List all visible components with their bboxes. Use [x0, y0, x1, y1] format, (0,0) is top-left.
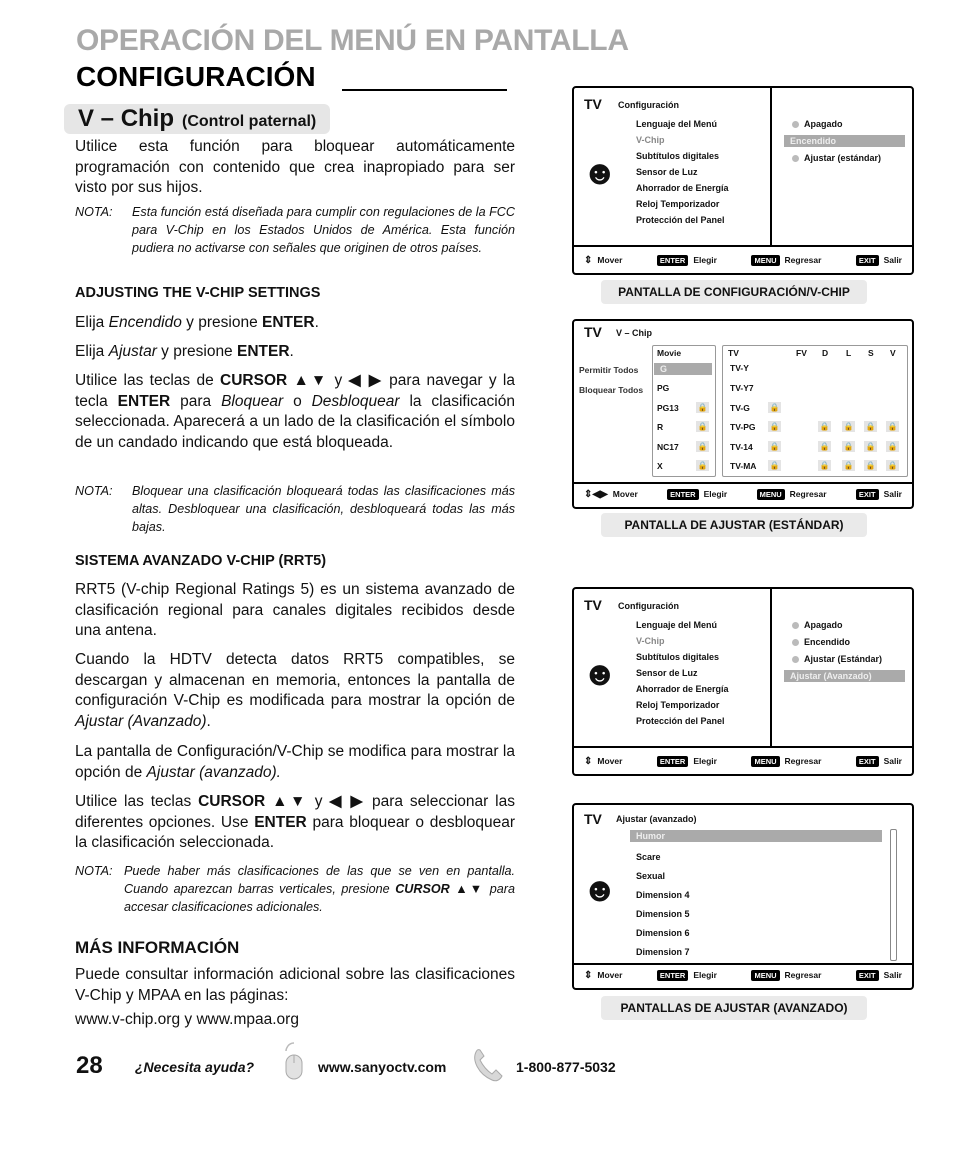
menu-item[interactable]: Lenguaje del Menú: [636, 620, 718, 630]
advanced-item[interactable]: Dimension 6: [636, 928, 690, 938]
lock-icon: 🔒: [887, 442, 898, 451]
lock-icon: 🔒: [769, 461, 780, 470]
note-text: Esta función está diseñada para cumplir con regulaciones de la FCC para V-Chip en los Estados Unidos de América. Esta función pudiera no activarse con señales que originen de otros países.: [132, 205, 515, 255]
option[interactable]: Ajustar (estándar): [792, 153, 881, 163]
vchip-subtitle: (Control paternal): [182, 113, 317, 130]
tv-rating[interactable]: TV-MA: [730, 461, 757, 471]
option[interactable]: Ajustar (Estándar): [792, 654, 882, 664]
caption-advanced: PANTALLAS DE AJUSTAR (AVANZADO): [601, 996, 867, 1020]
tv-col-l: L: [846, 348, 852, 358]
menu-item[interactable]: Protección del Panel: [636, 215, 725, 225]
website-link[interactable]: www.sanyoctv.com: [318, 1059, 447, 1075]
tv-label: TV: [584, 324, 602, 340]
mouse-icon: [282, 1041, 306, 1081]
lock-icon: 🔒: [697, 403, 708, 412]
screen-footer: ⇕ Mover ENTER Elegir MENU Regresar EXIT Salir: [584, 969, 902, 981]
screen-footer: ⇕◀▶ Mover ENTER Elegir MENU Regresar EXIT Salir: [584, 488, 902, 500]
more-info-paragraph: Puede consultar información adicional sobre las clasificaciones V-Chip y MPAA en las páginas:: [75, 966, 515, 1004]
lock-icon: 🔒: [843, 422, 854, 431]
tv-rating[interactable]: TV-14: [730, 442, 753, 452]
advanced-screen: [572, 803, 914, 990]
lock-icon: 🔒: [697, 461, 708, 470]
tv-rating[interactable]: TV-Y7: [730, 383, 754, 393]
tv-label: TV: [584, 597, 602, 613]
menu-item[interactable]: Ahorrador de Energía: [636, 684, 729, 694]
mascot-icon: ☻: [582, 871, 618, 909]
menu-item[interactable]: Lenguaje del Menú: [636, 119, 718, 129]
movie-rating[interactable]: PG13: [657, 403, 679, 413]
screen-title: V – Chip: [616, 328, 653, 338]
page-title: CONFIGURACIÓN: [76, 61, 316, 92]
config-vchip-screen: [572, 86, 914, 275]
tv-rating[interactable]: TV-Y: [730, 363, 749, 373]
menu-item[interactable]: Subtítulos digitales: [636, 151, 720, 161]
lock-icon: 🔒: [843, 461, 854, 470]
menu-item[interactable]: Subtítulos digitales: [636, 652, 720, 662]
more-info-heading: MÁS INFORMACIÓN: [75, 938, 240, 957]
note-text: Puede haber más clasificaciones de las que se ven en pantalla. Cuando aparezcan barras verticales, presione CURSOR ▲▼ para accesar clasificaciones adicionales.: [124, 864, 515, 914]
lock-icon: 🔒: [865, 422, 876, 431]
lock-icon: 🔒: [697, 422, 708, 431]
tv-rating[interactable]: TV-G: [730, 403, 750, 413]
vchip-title: V – Chip: [78, 105, 175, 132]
tv-label: TV: [584, 811, 602, 827]
rrt5-paragraph-1: RRT5 (V-chip Regional Ratings 5) es un sistema avanzado de clasificación regional para canales digitales recibidos desde una antena.: [75, 581, 515, 639]
note-text: Bloquear una clasificación bloqueará todas las clasificaciones más altas. Desbloquear una clasificación, desbloqueará todas las más bajas.: [132, 484, 515, 534]
note-label: NOTA:: [75, 205, 113, 219]
step-2: Elija Ajustar y presione ENTER.: [75, 343, 294, 360]
advanced-item[interactable]: Dimension 5: [636, 909, 690, 919]
scrollbar[interactable]: [890, 829, 897, 961]
rrt5-heading: SISTEMA AVANZADO V-CHIP (RRT5): [75, 553, 327, 569]
lock-icon: 🔒: [865, 461, 876, 470]
menu-item[interactable]: Reloj Temporizador: [636, 199, 720, 209]
lock-icon: 🔒: [769, 403, 780, 412]
allow-all-button[interactable]: Permitir Todos: [579, 365, 639, 375]
tv-col-s: S: [868, 348, 874, 358]
caption-standard: PANTALLA DE AJUSTAR (ESTÁNDAR): [601, 513, 867, 537]
option[interactable]: Encendido: [792, 637, 850, 647]
movie-rating[interactable]: PG: [657, 383, 670, 393]
lock-icon: 🔒: [769, 422, 780, 431]
rrt5-paragraph-2: Cuando la HDTV detecta datos RRT5 compatibles, se descargan y almacenan en memoria, entonces la pantalla de configuración V-Chip es modificada para mostrar la opción de Ajustar (Avanzado).: [75, 651, 515, 730]
lock-icon: 🔒: [697, 442, 708, 451]
vchip-heading: [64, 104, 330, 134]
help-text: ¿Necesita ayuda?: [135, 1059, 255, 1075]
note-1: [75, 203, 515, 257]
screen-title: Configuración: [618, 601, 679, 611]
menu-item-selected[interactable]: V-Chip: [636, 636, 665, 646]
advanced-item[interactable]: Scare: [636, 852, 661, 862]
phone-icon: [470, 1046, 510, 1084]
option[interactable]: Apagado: [792, 119, 843, 129]
phone-number[interactable]: 1-800-877-5032: [516, 1059, 616, 1075]
movie-rating[interactable]: X: [657, 461, 663, 471]
tv-rating[interactable]: TV-PG: [730, 422, 756, 432]
section-title-gray: OPERACIÓN DEL MENÚ EN PANTALLA: [76, 24, 629, 57]
movie-rating-selected[interactable]: G: [654, 363, 712, 375]
advanced-item[interactable]: Sexual: [636, 871, 666, 881]
tv-col-d: D: [822, 348, 829, 358]
note-2: [75, 482, 515, 536]
option-selected[interactable]: Encendido: [784, 135, 905, 147]
lock-icon: 🔒: [769, 442, 780, 451]
advanced-item-selected[interactable]: Humor: [630, 830, 882, 842]
menu-item[interactable]: Sensor de Luz: [636, 668, 698, 678]
rrt5-paragraph-3: La pantalla de Configuración/V-Chip se modifica para mostrar la opción de Ajustar (avanzado).: [75, 743, 515, 781]
tv-header: TV: [728, 348, 739, 358]
config-advanced-screen: [572, 587, 914, 776]
note-label: NOTA:: [75, 864, 113, 878]
lock-icon: 🔒: [865, 442, 876, 451]
intro-paragraph: Utilice esta función para bloquear automáticamente programación con contenido que crea inapropiado para ser visto por sus hijos.: [75, 138, 515, 196]
block-all-button[interactable]: Bloquear Todos: [579, 385, 644, 395]
menu-item[interactable]: Sensor de Luz: [636, 167, 698, 177]
page-number: 28: [76, 1052, 103, 1079]
tv-label: TV: [584, 96, 602, 112]
vchip-standard-screen: [572, 319, 914, 509]
screen-footer: ⇕ Mover ENTER Elegir MENU Regresar EXIT Salir: [584, 755, 902, 767]
lock-icon: 🔒: [819, 461, 830, 470]
option-selected[interactable]: Ajustar (Avanzado): [784, 670, 905, 682]
note-label: NOTA:: [75, 484, 113, 498]
tv-col-fv: FV: [796, 348, 807, 358]
mascot-icon: ☻: [582, 154, 618, 192]
menu-item[interactable]: Ahorrador de Energía: [636, 183, 729, 193]
tv-col-v: V: [890, 348, 896, 358]
menu-item-selected[interactable]: V-Chip: [636, 135, 665, 145]
adjusting-heading: ADJUSTING THE V-CHIP SETTINGS: [75, 285, 321, 301]
mascot-icon: ☻: [582, 655, 618, 693]
movie-rating[interactable]: R: [657, 422, 664, 432]
step-1: Elija Encendido y presione ENTER.: [75, 314, 319, 331]
menu-item[interactable]: Reloj Temporizador: [636, 700, 720, 710]
menu-item[interactable]: Protección del Panel: [636, 716, 725, 726]
more-info-urls: www.v-chip.org y www.mpaa.org: [75, 1011, 299, 1028]
caption-config-vchip: PANTALLA DE CONFIGURACIÓN/V-CHIP: [601, 280, 867, 304]
option[interactable]: Apagado: [792, 620, 843, 630]
advanced-item[interactable]: Dimension 4: [636, 890, 690, 900]
advanced-item[interactable]: Dimension 7: [636, 947, 690, 957]
screen-footer: ⇕ Mover ENTER Elegir MENU Regresar EXIT Salir: [584, 254, 902, 266]
step-3: Utilice las teclas de CURSOR ▲▼ y ◀ ▶ para navegar y la tecla ENTER para Bloquear o Desbloquear la clasificación seleccionada. Aparecerá a un lado de la clasificación el símbolo de un candado indicando que está bloqueada.: [75, 372, 515, 451]
lock-icon: 🔒: [887, 422, 898, 431]
movie-rating[interactable]: NC17: [657, 442, 679, 452]
screen-title: Ajustar (avanzado): [616, 814, 697, 824]
lock-icon: 🔒: [819, 422, 830, 431]
rrt5-paragraph-4: Utilice las teclas CURSOR ▲▼ y ◀ ▶ para seleccionar las diferentes opciones. Use ENTER para bloquear o desbloquear la clasificación seleccionada.: [75, 793, 516, 851]
lock-icon: 🔒: [819, 442, 830, 451]
movie-header: Movie: [657, 348, 682, 358]
lock-icon: 🔒: [887, 461, 898, 470]
title-underline: [342, 89, 507, 91]
lock-icon: 🔒: [843, 442, 854, 451]
screen-title: Configuración: [618, 100, 679, 110]
note-3: [75, 862, 515, 916]
